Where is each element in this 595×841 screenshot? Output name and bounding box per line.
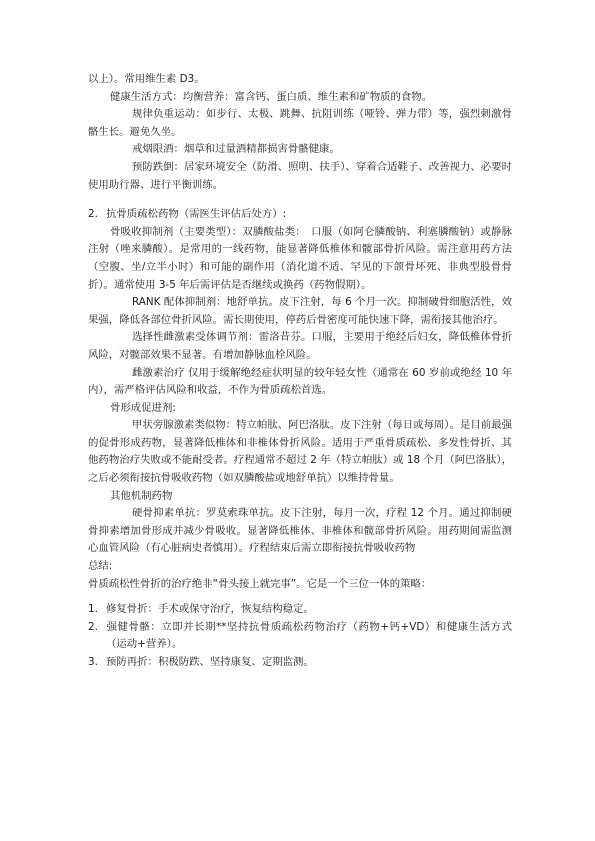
list-item-number: 2. bbox=[88, 620, 98, 633]
heading-number: 2. bbox=[88, 208, 98, 221]
document-body bbox=[88, 71, 512, 672]
list-item bbox=[88, 654, 512, 672]
strategy-list bbox=[88, 601, 512, 671]
paragraph-vitamin-d: 以上）。常用维生素 D3。 bbox=[88, 73, 205, 85]
list-item bbox=[88, 619, 512, 654]
paragraph-estrogen: 雌激素治疗 仅用于缓解绝经症状明显的较年轻女性（通常在 60 岁前或绝经 10 年内），需严格评估风险和收益，不作为骨质疏松首选。 bbox=[88, 366, 512, 397]
paragraph-bisphosphonates: 骨吸收抑制剂（主要类型）：双膦酸盐类： 口服（如阿仑膦酸钠、利塞膦酸钠）或静脉注射（唑来膦酸）。是常用的一线药物，能显著降低椎体和髋部骨折风险。需注意用药方法（空腹、坐/立半小时）和可能的副作用（消化道不适、罕见的下颌骨坏死、非典型股骨骨折）。通常使用 3-5 年后需评估是否继续或换药（药物假期）。 bbox=[88, 225, 512, 291]
list-item-text: 预防再折：积极防跌、坚持康复、定期监测。 bbox=[106, 656, 314, 668]
paragraph-rank-inhibitor: RANK 配体抑制剂：地舒单抗。皮下注射，每 6 个月一次。抑制破骨细胞活性，效果强，降低各部位骨折风险。需长期使用，停药后骨密度可能快速下降，需衔接其他治疗。 bbox=[88, 296, 512, 326]
paragraph-fall-prevention: 预防跌倒：居家环境安全（防滑、照明、扶手）、穿着合适鞋子、改善视力、必要时使用助行器、进行平衡训练。 bbox=[88, 160, 512, 191]
list-item-number: 3. bbox=[88, 656, 98, 668]
subheading-bone-formation: 骨形成促进剂: bbox=[110, 401, 176, 414]
paragraph-exercise: 规律负重运动：如步行、太极、跳舞、抗阻训练（哑铃、弹力带）等，强烈刺激骨骼生长。避免久坐。 bbox=[88, 108, 512, 138]
paragraph-healthy-lifestyle: 健康生活方式：均衡营养：富含钙、蛋白质、维生素和矿物质的食物。 bbox=[110, 90, 433, 103]
subheading-other-mechanisms: 其他机制药物 bbox=[110, 489, 173, 502]
paragraph-serm: 选择性雌激素受体调节剂：雷洛昔芬。口服，主要用于绝经后妇女，降低椎体骨折风险，对髋部效果不显著。有增加静脉血栓风险。 bbox=[88, 331, 512, 361]
paragraph-sclerostin-antibody: 硬骨抑素单抗：罗莫索珠单抗。皮下注射，每月一次，疗程 12 个月。通过抑制硬骨抑素增加骨形成并减少骨吸收。显著降低椎体、非椎体和髋部骨折风险。用药期间需监测心血管风险（有心脏病史者慎用）。疗程结束后需立即衔接抗骨吸收药物 bbox=[88, 507, 512, 555]
list-item-number: 1. bbox=[88, 603, 98, 616]
heading-text: 抗骨质疏松药物（需医生评估后处方）: bbox=[106, 208, 287, 221]
list-item-text: 强健骨骼：立即并长期**坚持抗骨质疏松药物治疗（药物+钙+VD）和健康生活方式（运动+营养）。 bbox=[106, 620, 512, 651]
summary-intro: 骨质疏松性骨折的治疗绝非“骨头接上就完事”。它是一个三位一体的策略： bbox=[88, 577, 432, 590]
list-item-text: 修复骨折：手术或保守治疗，恢复结构稳定。 bbox=[106, 603, 314, 616]
list-item bbox=[88, 601, 512, 619]
paragraph-smoking-alcohol: 戒烟限酒：烟草和过量酒精都损害骨骼健康。 bbox=[132, 143, 340, 156]
paragraph-pth-analog: 甲状旁腺激素类似物：特立帕肽、阿巴洛肽。皮下注射（每日或每周）。是目前最强的促骨形成药物，显著降低椎体和非椎体骨折风险。适用于严重骨质疏松、多发性骨折、其他药物治疗失败或不能耐受者。疗程通常不超过 2 年（特立帕肽）或 18 个月（阿巴洛肽），之后必须衔接抗骨吸收药物（如双膦酸盐或地舒单抗）以维持骨量。 bbox=[88, 419, 512, 485]
heading-anti-osteoporosis-drugs bbox=[88, 206, 512, 224]
summary-heading: 总结: bbox=[88, 560, 113, 573]
